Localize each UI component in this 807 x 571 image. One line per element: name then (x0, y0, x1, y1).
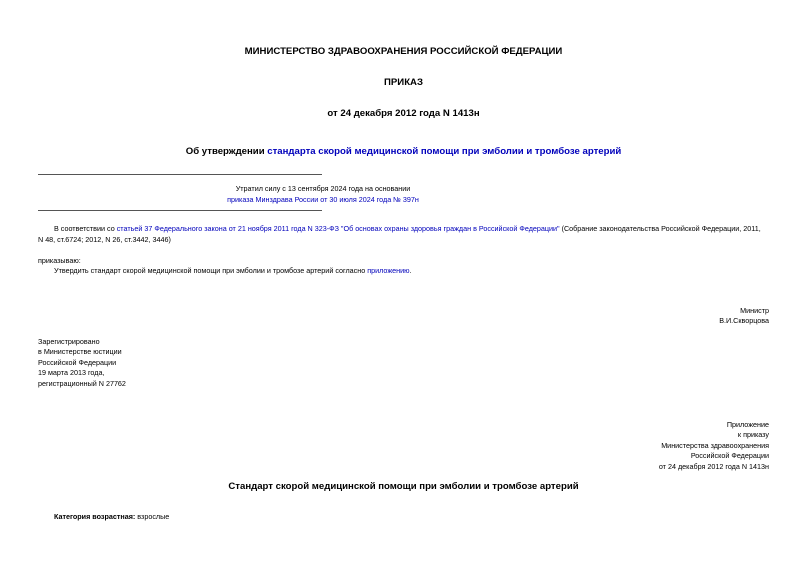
basis-paragraph-line2: N 48, ст.6724; 2012, N 26, ст.3442, 3446) (38, 235, 171, 244)
appendix-block (659, 420, 769, 472)
appendix-line: к приказу (737, 430, 769, 440)
signature-name: В.И.Скворцова (719, 316, 769, 326)
appendix-line: от 24 декабря 2012 года N 1413н (658, 461, 769, 471)
appendix-link[interactable]: приложению (367, 266, 410, 275)
basis-suffix: (Собрание законодательства Российской Федерации, 2011, (559, 224, 761, 233)
status-note-link[interactable]: приказа Минздрава России от 30 июля 2024 года № 397н (227, 195, 419, 204)
basis-paragraph-line1 (54, 224, 761, 234)
age-category (54, 512, 169, 522)
registration-block (38, 337, 126, 389)
basis-prefix: В соответствии со (54, 224, 117, 233)
signature-block (719, 306, 769, 327)
date-number-heading: от 24 декабря 2012 года N 1413н (327, 108, 480, 119)
registration-line: регистрационный N 27762 (38, 378, 126, 388)
registration-line: в Министерстве юстиции (38, 347, 122, 357)
title-standard-link[interactable]: стандарта скорой медицинской помощи при эмболии и тромбозе артерий (267, 146, 622, 157)
approval-paragraph (54, 266, 412, 276)
status-note-line1: Утратил силу с 13 сентября 2024 года на основании (235, 184, 411, 193)
appendix-line: Приложение (726, 420, 769, 429)
age-category-value: взрослые (135, 512, 170, 521)
appendix-line: Министерства здравоохранения (661, 440, 769, 450)
registration-line: Российской Федерации (38, 357, 117, 367)
ministry-heading: МИНИСТЕРСТВО ЗДРАВООХРАНЕНИЯ РОССИЙСКОЙ ФЕДЕРАЦИИ (244, 46, 563, 57)
registration-line: Зарегистрировано (38, 337, 100, 346)
document-title (0, 146, 807, 157)
title-prefix: Об утверждении (185, 146, 268, 157)
standard-title: Стандарт скорой медицинской помощи при эмболии и тромбозе артерий (228, 481, 579, 492)
top-divider (38, 174, 322, 175)
age-category-label: Категория возрастная: (54, 512, 136, 521)
approval-prefix: Утвердить стандарт скорой медицинской помощи при эмболии и тромбозе артерий согласно (54, 266, 368, 275)
signature-position: Министр (740, 306, 769, 315)
doc-type-heading: ПРИКАЗ (384, 77, 423, 88)
registration-line: 19 марта 2013 года, (38, 368, 105, 378)
law-article-link[interactable]: статьей 37 Федерального закона от 21 ноября 2011 года N 323-ФЗ "Об основах охраны здоровья граждан в Российской Федерации" (116, 224, 560, 233)
approval-suffix: . (409, 266, 412, 275)
appendix-line: Российской Федерации (690, 451, 769, 461)
order-word: приказываю: (38, 256, 81, 265)
bottom-divider (38, 210, 322, 211)
